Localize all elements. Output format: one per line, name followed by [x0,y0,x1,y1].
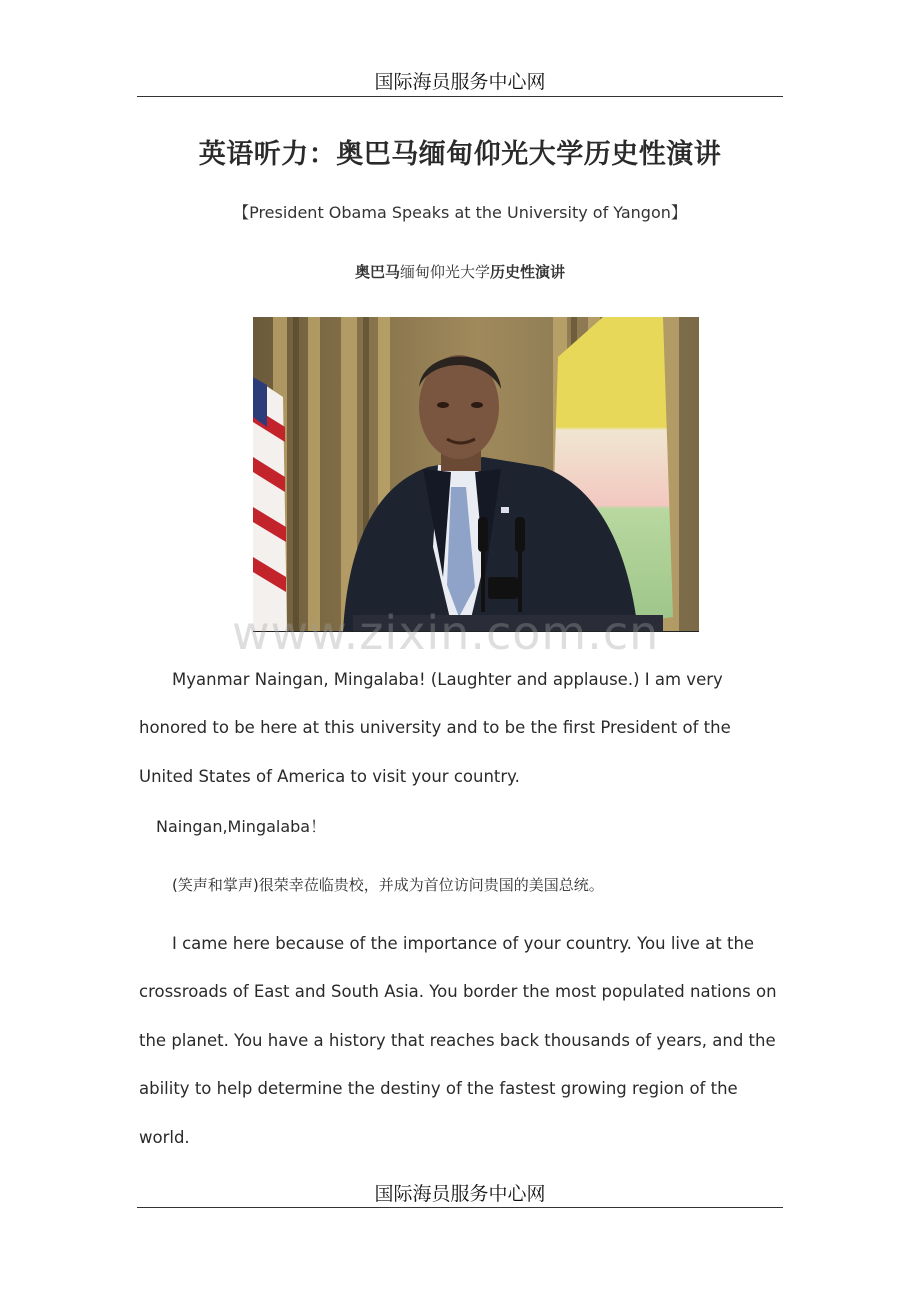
subtitle-zh-part2: 缅甸仰光大学 [399,263,490,281]
article-title: 英语听力：奥巴马缅甸仰光大学历史性演讲 [198,139,722,170]
paragraph-2: I came here because of the importance of your country. You live at the crossroads of East and South Asia. You border the most populated nations on the planet. You have a history that reaches back thousands of years, and the ability to help determine the destiny of the fastest growing region of the world. [139,934,777,1147]
article-subtitle-en: 【President Obama Speaks at the University of Yangon】 [233,203,687,222]
header-divider [137,96,783,97]
footer-divider [137,1207,783,1208]
page-footer-site-name: 国际海员服务中心网 [374,1183,546,1205]
greeting-line: Naingan,Mingalaba！ [156,817,327,836]
page-header-site-name: 国际海员服务中心网 [374,71,546,93]
paragraph-1: Myanmar Naingan, Mingalaba! (Laughter and applause.) I am very honored to be here at this university and to be the first President of the United States of America to visit your country. [139,670,731,786]
subtitle-zh-part3: 历史性演讲 [490,263,566,281]
watermark: www.zixin.com.cn [232,606,660,660]
subtitle-zh-part1: 奥巴马 [354,263,400,281]
article-subtitle-zh [137,261,783,282]
translation-line: (笑声和掌声)很荣幸莅临贵校，并成为首位访问贵国的美国总统。 [172,876,604,894]
photo-obama-speaking [253,317,699,631]
